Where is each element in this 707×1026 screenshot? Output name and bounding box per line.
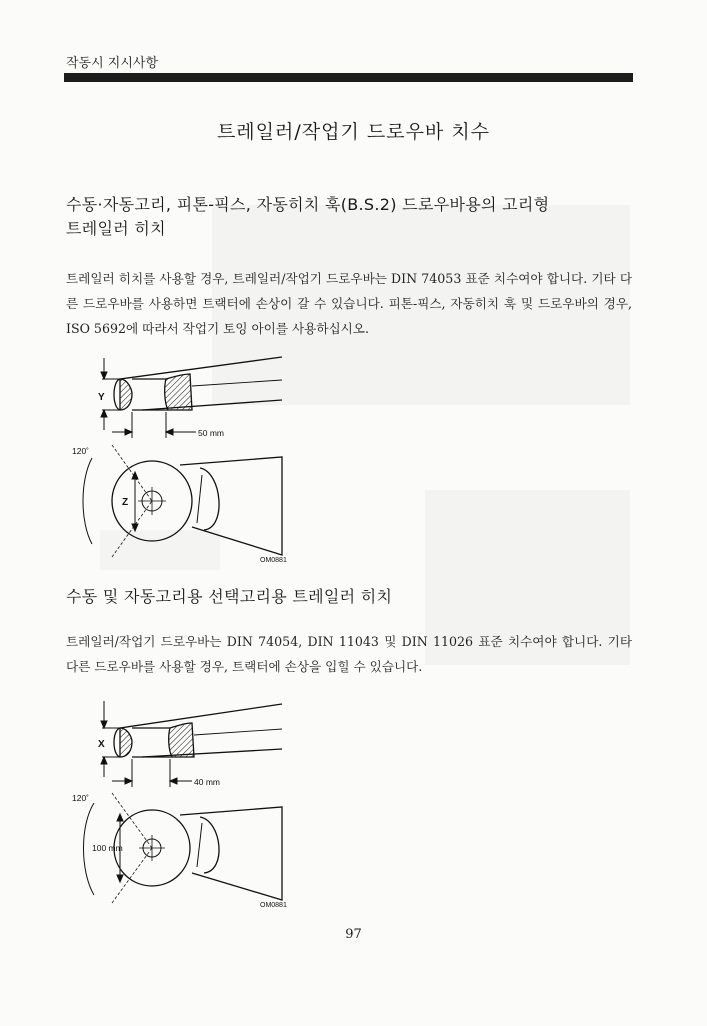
drawbar-side-view [114, 357, 282, 410]
label-x: X [98, 739, 105, 750]
label-z: Z [122, 497, 129, 508]
label-y: Y [98, 392, 105, 403]
section1-heading-line2: 트레일러 히치 [66, 219, 166, 238]
section1-paragraph: 트레일러 히치를 사용할 경우, 트레일러/작업기 드로우바는 DIN 74053 표준 치수여야 합니다. 기타 다른 드로우바를 사용하면 트랙터에 손상이 갈 수 있습니다. 피톤-픽스, 자동히치 훅 및 드로우바의 경우, ISO 5692에 따라서 작업기 토잉 아이를 사용하십시오. [66, 271, 632, 336]
label-angle-120: 120˚ [72, 793, 90, 803]
page-number: 97 [345, 927, 362, 942]
label-100mm: 100 mm [92, 843, 123, 853]
drawbar-side-view [114, 704, 282, 757]
drawbar-figure-2 [72, 695, 312, 915]
page-title: 트레일러/작업기 드로우바 치수 [216, 121, 491, 143]
label-angle-120: 120˚ [72, 446, 90, 456]
header-rule [64, 73, 633, 82]
section1-heading-line1: 수동·자동고리, 피톤-픽스, 자동히치 훅(B.S.2) 드로우바용의 고리형 [66, 195, 550, 214]
figure-code: OM0881 [260, 557, 287, 564]
section2-paragraph: 트레일러/작업기 드로우바는 DIN 74054, DIN 11043 및 DIN 11026 표준 치수여야 합니다. 기타 다른 드로우바를 사용할 경우, 트랙터에 손상을 입힐 수 있습니다. [66, 634, 632, 674]
label-50mm: 50 mm [198, 428, 224, 438]
section-header-label: 작동시 지시사항 [66, 56, 159, 71]
drawbar-top-view [83, 445, 282, 557]
figure-code: OM0881 [260, 902, 287, 909]
section1-heading [66, 193, 549, 241]
dimension-50mm [112, 412, 196, 438]
label-40mm: 40 mm [194, 777, 220, 787]
drawbar-figure-1 [72, 350, 312, 570]
section2-heading: 수동 및 자동고리용 선택고리용 트레일러 히치 [66, 587, 393, 606]
dimension-40mm [112, 759, 192, 787]
